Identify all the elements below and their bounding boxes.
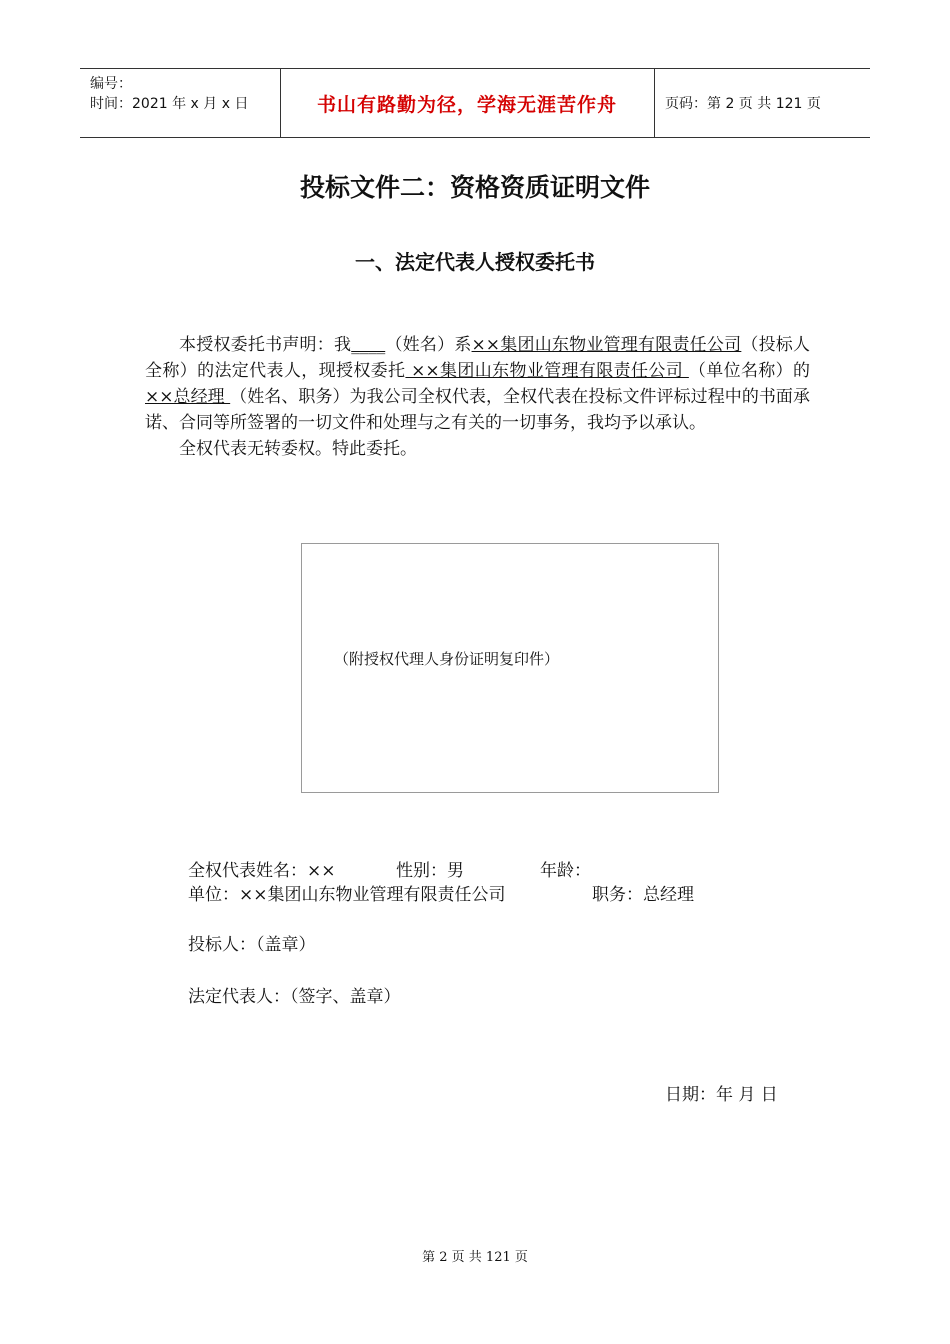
text-run: （姓名、职务）为我公司全权代表，全权代表在投标文件评标过程中的书面承诺、合同等所签署的一切文件和处理与之有关的一切事务，我均予以承认。 [145, 387, 810, 433]
agent-company: ××集团山东物业管理有限责任公司 [405, 361, 689, 381]
document-title: 投标文件二：资格资质证明文件 [299, 173, 650, 202]
page-footer: 第 2 页 共 121 页 [422, 1250, 528, 1265]
name-blank: ____ [351, 335, 386, 355]
header-motto-cell [280, 69, 655, 137]
id-copy-box [301, 543, 719, 793]
page-header [80, 68, 870, 138]
header-page-cell [655, 69, 870, 137]
time-label: 时间：2021 年 x 月 x 日 [90, 96, 249, 112]
rep-info-row [188, 856, 591, 881]
rep-unit-row [188, 880, 694, 905]
section-title: 一、法定代表人授权委托书 [355, 250, 595, 274]
header-motto: 书山有路勤为径，学海无涯苦作舟 [316, 93, 617, 116]
text-run: 本授权委托书声明：我 [179, 335, 352, 355]
text-run: （单位名称）的 [688, 361, 811, 381]
legal-rep-line: 法定代表人：（签字、盖章） [188, 987, 401, 1007]
bidder-seal-line: 投标人：（盖章） [188, 935, 316, 955]
rep-position: 职务：总经理 [592, 885, 694, 905]
date-line: 日期：年 月 日 [665, 1085, 778, 1105]
rep-age: 年龄： [540, 861, 591, 881]
bidder-company: ××集团山东物业管理有限责任公司 [471, 335, 742, 355]
no-subdelegation-paragraph: 全权代表无转委权。特此委托。 [179, 439, 417, 459]
rep-gender: 性别：男 [396, 861, 464, 881]
rep-name: 全权代表姓名：×× [188, 861, 336, 881]
text-run: （姓名）系 [385, 335, 472, 355]
header-left-cell [80, 69, 281, 137]
number-label: 编号： [90, 76, 132, 92]
rep-unit: 单位：××集团山东物业管理有限责任公司 [188, 885, 506, 905]
agent-name: ××总经理 [145, 387, 231, 407]
header-page-info: 页码：第 2 页 共 121 页 [665, 96, 821, 112]
declaration-text [145, 332, 810, 462]
id-copy-label: （附授权代理人身份证明复印件） [334, 650, 560, 668]
text-run: （投标人全称）的法定代表人，现授权委托 [145, 335, 811, 381]
declaration-paragraph [145, 332, 810, 436]
